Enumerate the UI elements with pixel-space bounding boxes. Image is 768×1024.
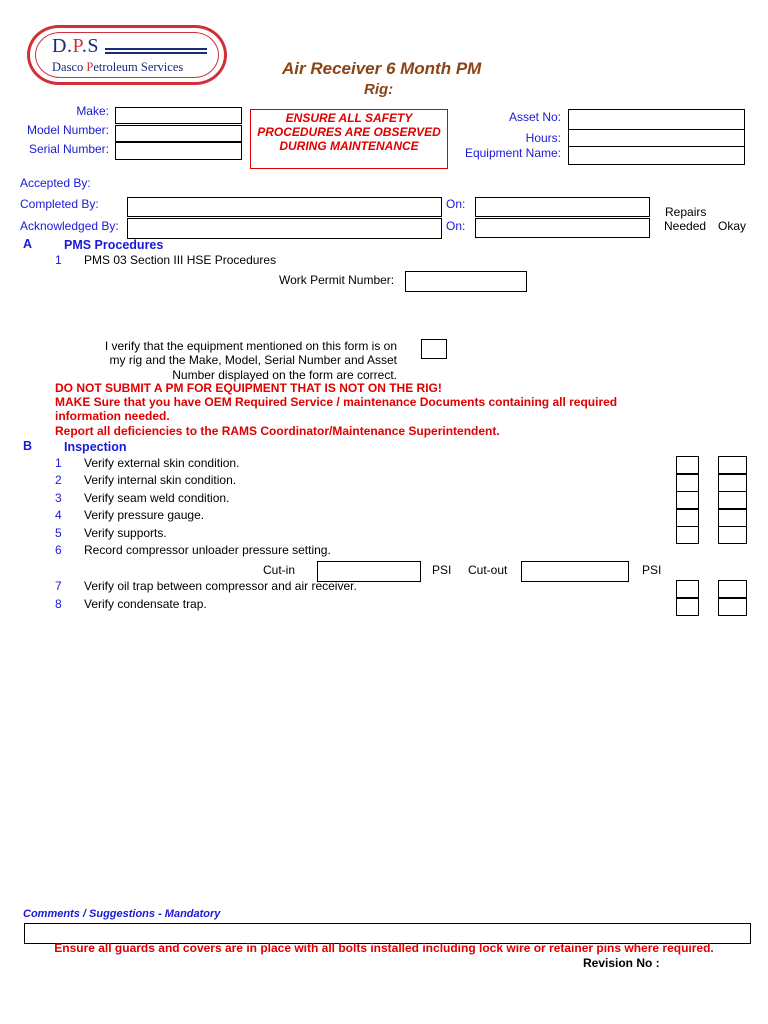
okay-checkbox[interactable]	[718, 491, 747, 509]
inspection-item-number: 5	[55, 526, 62, 540]
logo-dps-text: D.P.S	[52, 35, 99, 57]
logo-company-name: Dasco Petroleum Services	[52, 60, 184, 74]
inspection-item-text: Verify oil trap between compressor and air receiver.	[84, 579, 357, 593]
section-b-letter: B	[23, 439, 33, 453]
okay-checkbox[interactable]	[718, 526, 747, 544]
section-a-title: PMS Procedures	[64, 238, 164, 252]
okay-checkbox[interactable]	[718, 598, 747, 616]
acknowledged-by-label: Acknowledged By:	[20, 219, 119, 233]
repairs-needed-checkbox[interactable]	[676, 474, 699, 492]
repairs-needed-checkbox[interactable]	[676, 598, 699, 616]
section-a-item-text: PMS 03 Section III HSE Procedures	[84, 253, 277, 267]
completed-by-label: Completed By:	[20, 197, 99, 211]
inspection-item-text: Verify internal skin condition.	[84, 473, 237, 487]
make-field[interactable]	[115, 107, 242, 124]
warning-report-deficiencies: Report all deficiencies to the RAMS Coordinator/Maintenance Superintendent.	[55, 424, 500, 438]
verify-line-3: Number displayed on the form are correct.	[172, 368, 397, 382]
equipment-name-field[interactable]	[568, 146, 745, 165]
okay-checkbox[interactable]	[718, 580, 747, 598]
acknowledged-by-field[interactable]	[127, 218, 442, 239]
repairs-column-header: Repairs	[665, 205, 707, 219]
repairs-needed-checkbox[interactable]	[676, 509, 699, 527]
rig-label: Rig:	[364, 81, 394, 98]
inspection-item-number: 6	[55, 543, 62, 557]
okay-checkbox[interactable]	[718, 474, 747, 492]
inspection-item-number: 2	[55, 473, 62, 487]
verify-checkbox[interactable]	[421, 339, 447, 359]
acknowledged-on-label: On:	[446, 219, 466, 233]
completed-by-field[interactable]	[127, 197, 442, 217]
make-label: Make:	[76, 104, 109, 118]
repairs-needed-checkbox[interactable]	[676, 491, 699, 509]
warning-oem-documents: MAKE Sure that you have OEM Required Service / maintenance Documents containing all required	[55, 395, 618, 409]
inspection-item-number: 3	[55, 491, 62, 505]
cut-in-label: Cut-in	[263, 563, 296, 577]
cut-out-psi-label: PSI	[642, 563, 662, 577]
serial-number-field[interactable]	[115, 142, 242, 160]
serial-number-label: Serial Number:	[28, 142, 109, 156]
work-permit-field[interactable]	[405, 271, 527, 292]
safety-notice: ENSURE ALL SAFETY PROCEDURES ARE OBSERVED DURING MAINTENANCE	[250, 109, 448, 169]
okay-checkbox[interactable]	[718, 509, 747, 527]
okay-column-header: Okay	[718, 219, 747, 233]
acknowledged-on-field[interactable]	[475, 218, 650, 238]
cut-out-label: Cut-out	[468, 563, 508, 577]
accepted-by-label: Accepted By:	[20, 176, 91, 190]
asset-no-label: Asset No:	[508, 110, 561, 124]
inspection-item-text: Verify external skin condition.	[84, 456, 240, 470]
warning-information-needed: information needed.	[55, 409, 170, 423]
work-permit-label: Work Permit Number:	[279, 273, 395, 287]
cut-out-field[interactable]	[521, 561, 629, 582]
model-number-label: Model Number:	[26, 123, 109, 137]
hours-label: Hours:	[525, 131, 561, 145]
inspection-item-number: 8	[55, 597, 62, 611]
asset-no-field[interactable]	[568, 109, 745, 130]
model-number-field[interactable]	[115, 125, 242, 142]
cut-in-psi-label: PSI	[432, 563, 452, 577]
inspection-item-text: Verify supports.	[84, 526, 167, 540]
section-a-item-number: 1	[55, 253, 62, 267]
repairs-needed-checkbox[interactable]	[676, 526, 699, 544]
okay-checkbox[interactable]	[718, 456, 747, 474]
needed-column-header: Needed	[664, 219, 707, 233]
inspection-item-number: 7	[55, 579, 62, 593]
inspection-item-text: Verify seam weld condition.	[84, 491, 230, 505]
repairs-needed-checkbox[interactable]	[676, 580, 699, 598]
warning-not-on-rig: DO NOT SUBMIT A PM FOR EQUIPMENT THAT IS NOT ON THE RIG!	[55, 381, 442, 395]
revision-number-label: Revision No :	[583, 956, 660, 970]
inspection-item-text: Verify condensate trap.	[84, 597, 207, 611]
completed-on-field[interactable]	[475, 197, 650, 217]
inspection-item-text: Verify pressure gauge.	[84, 508, 205, 522]
footer-warning: Ensure all guards and covers are in place with all bolts installed including lock wire or retainer pins where required.	[54, 941, 714, 955]
equipment-name-label: Equipment Name:	[464, 146, 561, 160]
inspection-item-number: 1	[55, 456, 62, 470]
section-a-letter: A	[23, 237, 33, 251]
completed-on-label: On:	[446, 197, 466, 211]
verify-line-2: my rig and the Make, Model, Serial Number and Asset	[109, 353, 397, 367]
section-b-title: Inspection	[64, 440, 127, 454]
company-logo	[27, 25, 227, 85]
inspection-item-text: Record compressor unloader pressure setting.	[84, 543, 331, 557]
comments-label: Comments / Suggestions - Mandatory	[23, 908, 221, 920]
repairs-needed-checkbox[interactable]	[676, 456, 699, 474]
verify-line-1: I verify that the equipment mentioned on this form is on	[104, 339, 397, 353]
page-title: Air Receiver 6 Month PM	[282, 59, 482, 78]
inspection-item-number: 4	[55, 508, 62, 522]
hours-field[interactable]	[568, 129, 745, 147]
